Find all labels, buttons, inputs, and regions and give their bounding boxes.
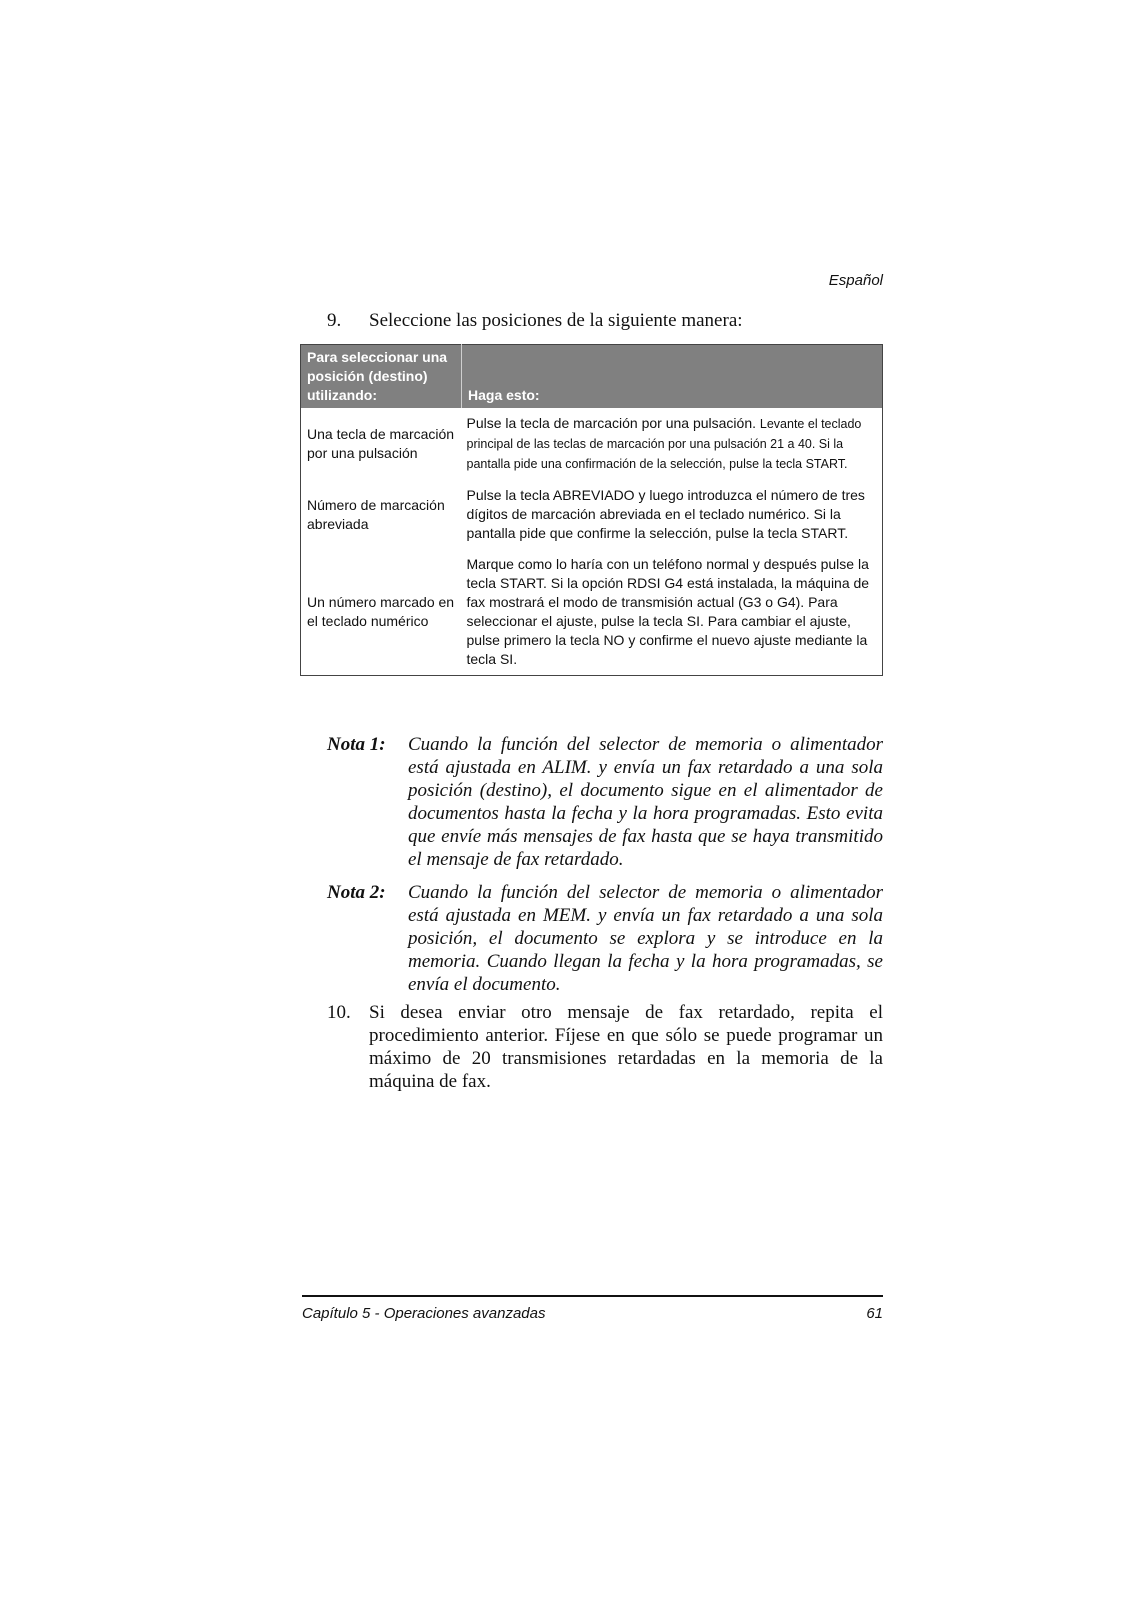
action-small-text: Levante el teclado principal de las teclas de marcación por una pulsación 21 a 40. Si la pantalla pide una confirmación de la selección, pulse la tecla START. [466, 417, 862, 471]
note-2 [327, 881, 883, 996]
table-cell-method: Una tecla de marcación por una pulsación [307, 426, 455, 461]
table-cell-action: Pulse la tecla ABREVIADO y luego introduzca el número de tres dígitos de marcación abreviada en el teclado numérico. Si la pantalla pide que confirme la selección, pulse la tecla START. [466, 487, 865, 541]
step-text: Seleccione las posiciones de la siguiente manera: [369, 310, 743, 331]
footer-divider [302, 1295, 883, 1297]
table-header-method: Para seleccionar una posición (destino) utilizando: [301, 345, 462, 409]
table-cell-method: Un número marcado en el teclado numérico [307, 594, 455, 629]
action-main-text: Pulse la tecla de marcación por una pulsación. [466, 415, 757, 431]
step-number: 10. [327, 1002, 351, 1023]
note-label: Nota 2: [327, 882, 386, 903]
step-text: Si desea enviar otro mensaje de fax retardado, repita el procedimiento anterior. Fíjese en que sólo se puede programar un máximo de 20 transmisiones retardadas en la memoria de la máquina de fax. [369, 1002, 883, 1092]
step-9 [327, 309, 883, 332]
step-number: 9. [327, 310, 342, 331]
footer-page-number: 61 [866, 1305, 883, 1322]
note-1 [327, 733, 883, 871]
note-label: Nota 1: [327, 734, 386, 755]
selection-table [300, 344, 883, 676]
step-10 [327, 1001, 883, 1093]
note-text: Cuando la función del selector de memoria o alimentador está ajustada en ALIM. y envía un fax retardado a una sola posición (destino), el documento sigue en el alimentador de documentos hasta la fecha y la hora programadas. Esto evita que envíe más mensajes de fax hasta que se haya transmitido el mensaje de fax retardado. [408, 734, 883, 870]
table-cell-action: Marque como lo haría con un teléfono normal y después pulse la tecla START. Si la opción RDSI G4 está instalada, la máquina de fax mostrará el modo de transmisión actual (G3 o G4). Para seleccionar el ajuste, pulse la tecla SI. Para cambiar el ajuste, pulse primero la tecla NO y confirme el nuevo ajuste mediante la tecla SI. [466, 556, 870, 667]
table-row [301, 408, 883, 480]
table-cell-action [462, 408, 883, 480]
table-row [301, 480, 883, 549]
note-text: Cuando la función del selector de memoria o alimentador está ajustada en MEM. y envía un fax retardado a una sola posición, el documento se explora y se introduce en la memoria. Cuando llegan la fecha y la hora programadas, se envía el documento. [408, 882, 883, 995]
table-cell-method: Número de marcación abreviada [307, 496, 445, 532]
header-language: Español [828, 272, 883, 289]
table-header-row [301, 345, 883, 409]
footer-chapter: Capítulo 5 - Operaciones avanzadas [302, 1305, 546, 1322]
table-row [301, 549, 883, 676]
table-header-action: Haga esto: [462, 345, 883, 409]
